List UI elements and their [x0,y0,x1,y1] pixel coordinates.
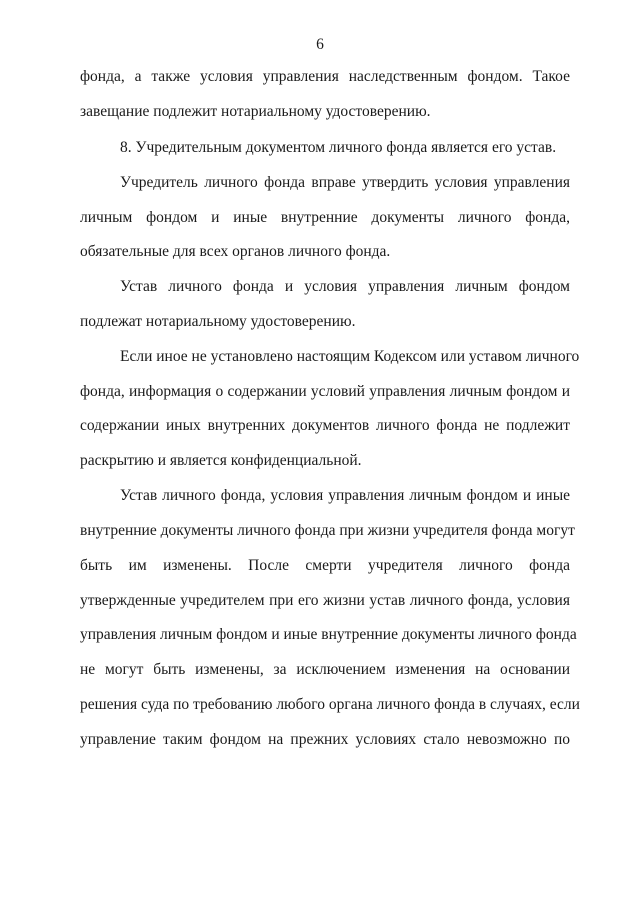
text-line: раскрытию и является конфиденциальной. [80,452,362,469]
text-line: содержании иных внутренних документов личного фонда не подлежит [80,417,570,434]
text-line: быть им изменены. После смерти учредителя личного фонда [80,557,570,574]
text-line: 8. Учредительным документом личного фонда является его устав. [120,139,557,156]
text-line: фонда, а также условия управления наследственным фондом. Такое [80,68,570,85]
text-line: обязательные для всех органов личного фонда. [80,243,391,260]
text-line: решения суда по требованию любого органа личного фонда в случаях, если [80,696,580,713]
text-line: управление таким фондом на прежних условиях стало невозможно по [80,731,570,748]
text-line: личным фондом и иные внутренние документы личного фонда, [80,209,570,226]
text-line: Устав личного фонда и условия управления личным фондом [120,278,570,295]
text-line: утвержденные учредителем при его жизни устав личного фонда, условия [80,592,570,609]
text-line: не могут быть изменены, за исключением изменения на основании [80,661,570,678]
text-line: Если иное не установлено настоящим Кодексом или уставом личного [120,348,580,365]
text-line: управления личным фондом и иные внутренние документы личного фонда [80,626,577,643]
text-line: Учредитель личного фонда вправе утвердить условия управления [120,174,570,191]
text-line: Устав личного фонда, условия управления личным фондом и иные [120,487,570,504]
text-line: внутренние документы личного фонда при жизни учредителя фонда могут [80,522,575,539]
text-line: завещание подлежит нотариальному удостоверению. [80,103,431,120]
page-number: 6 [316,36,324,53]
text-line: фонда, информация о содержании условий управления личным фондом и [80,383,570,400]
text-line: подлежат нотариальному удостоверению. [80,313,356,330]
